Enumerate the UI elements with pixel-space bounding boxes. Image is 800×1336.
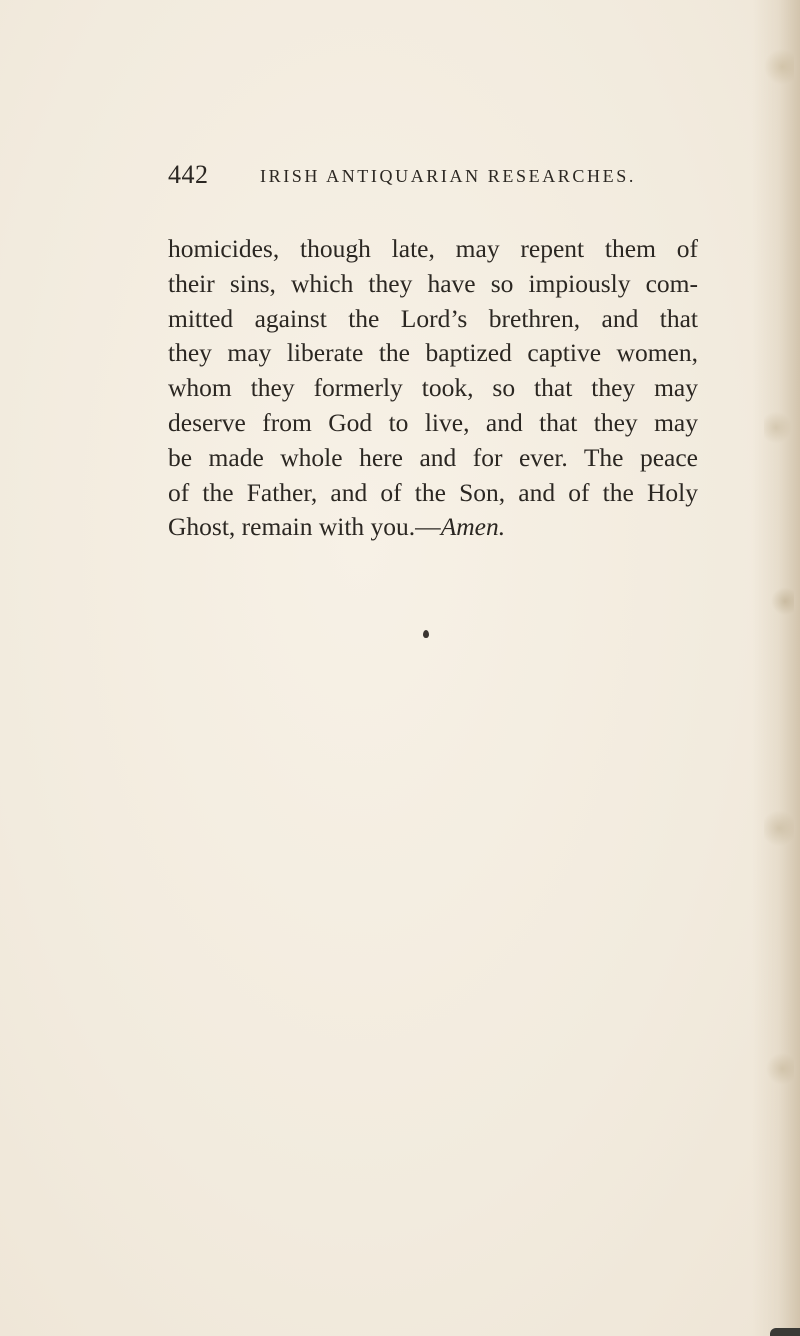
- text-line: homicides, though late, may repent them of: [168, 234, 698, 263]
- corner-mark: [770, 1328, 800, 1336]
- text-line: be made whole here and for ever. The peace: [168, 442, 698, 472]
- ink-mark: [423, 630, 429, 638]
- body-paragraph: [168, 232, 698, 545]
- text-line: they may liberate the baptized captive women,: [168, 338, 698, 368]
- running-head: IRISH ANTIQUARIAN RESEARCHES.: [260, 166, 636, 186]
- text-line: their sins, which they have so impiously com-: [168, 268, 698, 298]
- amen-italic: Amen.: [440, 512, 506, 542]
- page-number: 442: [168, 160, 209, 189]
- text-line: of the Father, and of the Son, and of the Holy: [168, 477, 698, 507]
- text-line: whom they formerly took, so that they may: [168, 373, 698, 403]
- closing-text: Ghost, remain with you.—: [168, 512, 441, 542]
- text-line-last: [168, 510, 698, 545]
- text-line: mitted against the Lord’s brethren, and that: [168, 303, 698, 333]
- page-edge-foxing: [764, 0, 794, 1336]
- page-header: [168, 160, 688, 190]
- text-line: deserve from God to live, and that they may: [168, 407, 698, 437]
